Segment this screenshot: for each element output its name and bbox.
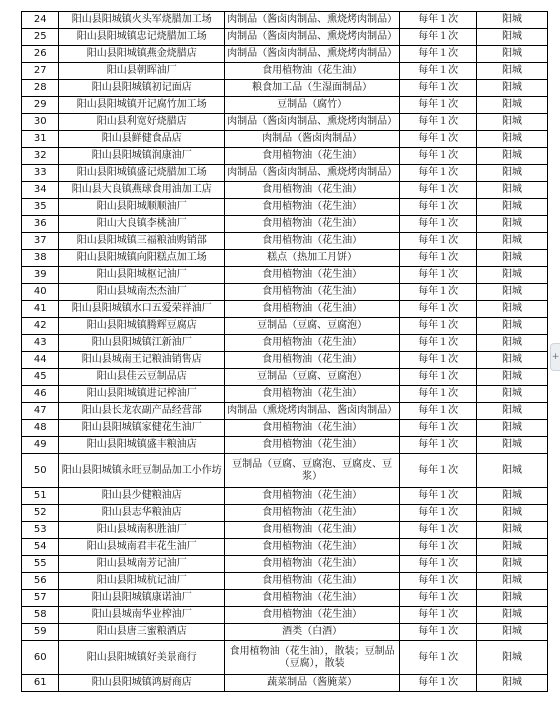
table-row: [22, 624, 548, 641]
enterprise-name-cell: 阳山县城南芳记油厂: [59, 556, 225, 573]
region-cell: 阳城: [477, 29, 548, 46]
enterprise-name-cell: 阳山县唐三蜜粮酒店: [59, 624, 225, 641]
region-cell: 阳城: [477, 199, 548, 216]
product-category-cell: 食用植物油（花生油）: [225, 216, 400, 233]
row-number-cell: 36: [22, 216, 59, 233]
region-cell: 阳城: [477, 505, 548, 522]
enterprise-name-cell: 阳山县大良镇燕球食用油加工店: [59, 182, 225, 199]
inspection-frequency-cell: 每年１次: [400, 369, 477, 386]
inspection-frequency-cell: 每年１次: [400, 335, 477, 352]
region-cell: 阳城: [477, 46, 548, 63]
region-cell: 阳城: [477, 590, 548, 607]
table-row: [22, 437, 548, 454]
product-category-cell: 食用植物油（花生油）: [225, 488, 400, 505]
table-row: [22, 63, 548, 80]
table-row: [22, 12, 548, 29]
enterprise-name-cell: 阳山县阳城镇润康油厂: [59, 148, 225, 165]
table-row: [22, 335, 548, 352]
region-cell: 阳城: [477, 454, 548, 488]
inspection-frequency-cell: 每年１次: [400, 675, 477, 692]
row-number-cell: 31: [22, 131, 59, 148]
table-row: [22, 216, 548, 233]
product-category-cell: 肉制品（熏烧烤肉制品、酱卤肉制品）: [225, 403, 400, 420]
enterprise-name-cell: 阳山县阳城镇三福粮油购销部: [59, 233, 225, 250]
inspection-frequency-cell: 每年１次: [400, 199, 477, 216]
inspection-frequency-cell: 每年１次: [400, 641, 477, 675]
table-row: [22, 454, 548, 488]
product-category-cell: 食用植物油（花生油）: [225, 556, 400, 573]
enterprise-name-cell: 阳山县阳城镇进记榨油厂: [59, 386, 225, 403]
inspection-frequency-cell: 每年１次: [400, 114, 477, 131]
table-row: [22, 233, 548, 250]
product-category-cell: 糕点（热加工月饼）: [225, 250, 400, 267]
table-row: [22, 46, 548, 63]
region-cell: 阳城: [477, 182, 548, 199]
enterprise-name-cell: 阳山县鲜健食品店: [59, 131, 225, 148]
enterprise-name-cell: 阳山县城南华业榨油厂: [59, 607, 225, 624]
region-cell: 阳城: [477, 335, 548, 352]
table-row: [22, 369, 548, 386]
row-number-cell: 28: [22, 80, 59, 97]
table-row: [22, 488, 548, 505]
region-cell: 阳城: [477, 148, 548, 165]
region-cell: 阳城: [477, 369, 548, 386]
enterprise-name-cell: 阳山县阳城镇火头军烧腊加工场: [59, 12, 225, 29]
product-category-cell: 豆制品（豆腐、豆腐泡）: [225, 369, 400, 386]
enterprise-name-cell: 阳山县城南积胜油厂: [59, 522, 225, 539]
enterprise-name-cell: 阳山县阳城镇忠记烧腊加工场: [59, 29, 225, 46]
enterprise-name-cell: 阳山县佳云豆制品店: [59, 369, 225, 386]
row-number-cell: 52: [22, 505, 59, 522]
row-number-cell: 49: [22, 437, 59, 454]
product-category-cell: 豆制品（腐竹）: [225, 97, 400, 114]
row-number-cell: 44: [22, 352, 59, 369]
table-row: [22, 267, 548, 284]
inspection-frequency-cell: 每年１次: [400, 573, 477, 590]
table-row: [22, 352, 548, 369]
table-row: [22, 80, 548, 97]
table-row: [22, 573, 548, 590]
table-row: [22, 199, 548, 216]
product-category-cell: 肉制品（酱卤肉制品）: [225, 131, 400, 148]
inspection-frequency-cell: 每年１次: [400, 250, 477, 267]
row-number-cell: 51: [22, 488, 59, 505]
enterprise-name-cell: 阳山县阳城镇向阳糕点加工场: [59, 250, 225, 267]
row-number-cell: 27: [22, 63, 59, 80]
row-number-cell: 59: [22, 624, 59, 641]
product-category-cell: 食用植物油（花生油）: [225, 63, 400, 80]
table-row: [22, 386, 548, 403]
row-number-cell: 24: [22, 12, 59, 29]
product-category-cell: 食用植物油（花生油）: [225, 573, 400, 590]
region-cell: 阳城: [477, 63, 548, 80]
region-cell: 阳城: [477, 522, 548, 539]
product-category-cell: 食用植物油（花生油）: [225, 182, 400, 199]
region-cell: 阳城: [477, 233, 548, 250]
table-row: [22, 114, 548, 131]
region-cell: 阳城: [477, 624, 548, 641]
row-number-cell: 25: [22, 29, 59, 46]
table-row: [22, 505, 548, 522]
region-cell: 阳城: [477, 165, 548, 182]
product-category-cell: 食用植物油（花生油）: [225, 267, 400, 284]
inspection-frequency-cell: 每年１次: [400, 29, 477, 46]
enterprise-name-cell: 阳山大良镇李桃油厂: [59, 216, 225, 233]
row-number-cell: 60: [22, 641, 59, 675]
enterprise-name-cell: 阳山县阳城镇康诺油厂: [59, 590, 225, 607]
product-category-cell: 肉制品（酱卤肉制品、熏烧烤肉制品）: [225, 46, 400, 63]
region-cell: 阳城: [477, 284, 548, 301]
enterprise-name-cell: 阳山县朝晖油厂: [59, 63, 225, 80]
row-number-cell: 50: [22, 454, 59, 488]
region-cell: 阳城: [477, 318, 548, 335]
enterprise-name-cell: 阳山县阳城镇家健花生油厂: [59, 420, 225, 437]
table-row: [22, 318, 548, 335]
product-category-cell: 蔬菜制品（酱腌菜）: [225, 675, 400, 692]
region-cell: 阳城: [477, 539, 548, 556]
inspection-frequency-cell: 每年１次: [400, 216, 477, 233]
region-cell: 阳城: [477, 267, 548, 284]
product-category-cell: 食用植物油（花生油）: [225, 352, 400, 369]
region-cell: 阳城: [477, 403, 548, 420]
row-number-cell: 39: [22, 267, 59, 284]
row-number-cell: 48: [22, 420, 59, 437]
inspection-frequency-cell: 每年１次: [400, 165, 477, 182]
row-number-cell: 34: [22, 182, 59, 199]
product-category-cell: 肉制品（酱卤肉制品、熏烧烤肉制品）: [225, 29, 400, 46]
enterprise-name-cell: 阳山县阳城镇永旺豆制品加工小作坊: [59, 454, 225, 488]
row-number-cell: 26: [22, 46, 59, 63]
region-cell: 阳城: [477, 641, 548, 675]
inspection-table: [21, 11, 548, 692]
enterprise-name-cell: 阳山县阳城顺顺油厂: [59, 199, 225, 216]
product-category-cell: 食用植物油（花生油）: [225, 335, 400, 352]
inspection-frequency-cell: 每年１次: [400, 386, 477, 403]
enterprise-name-cell: 阳山县阳城镇鸿厨商店: [59, 675, 225, 692]
product-category-cell: 食用植物油（花生油）: [225, 539, 400, 556]
table-row: [22, 675, 548, 692]
product-category-cell: 食用植物油（花生油）: [225, 607, 400, 624]
inspection-frequency-cell: 每年１次: [400, 454, 477, 488]
row-number-cell: 37: [22, 233, 59, 250]
inspection-frequency-cell: 每年１次: [400, 403, 477, 420]
inspection-frequency-cell: 每年１次: [400, 522, 477, 539]
enterprise-name-cell: 阳山县城南君丰花生油厂: [59, 539, 225, 556]
region-cell: 阳城: [477, 97, 548, 114]
inspection-frequency-cell: 每年１次: [400, 556, 477, 573]
row-number-cell: 32: [22, 148, 59, 165]
row-number-cell: 46: [22, 386, 59, 403]
inspection-frequency-cell: 每年１次: [400, 488, 477, 505]
inspection-frequency-cell: 每年１次: [400, 267, 477, 284]
side-expand-tab[interactable]: +: [550, 343, 560, 371]
enterprise-name-cell: 阳山县城南王记粮油销售店: [59, 352, 225, 369]
table-row: [22, 420, 548, 437]
table-body: [22, 12, 548, 692]
inspection-frequency-cell: 每年１次: [400, 97, 477, 114]
enterprise-name-cell: 阳山县阳城镇初记面店: [59, 80, 225, 97]
table-row: [22, 29, 548, 46]
row-number-cell: 40: [22, 284, 59, 301]
table-row: [22, 539, 548, 556]
region-cell: 阳城: [477, 386, 548, 403]
inspection-frequency-cell: 每年１次: [400, 437, 477, 454]
region-cell: 阳城: [477, 131, 548, 148]
row-number-cell: 58: [22, 607, 59, 624]
inspection-frequency-cell: 每年１次: [400, 624, 477, 641]
inspection-frequency-cell: 每年１次: [400, 590, 477, 607]
inspection-frequency-cell: 每年１次: [400, 539, 477, 556]
product-category-cell: 食用植物油（花生油），散装；豆制品（豆腐），散装: [225, 641, 400, 675]
enterprise-name-cell: 阳山县阳城杭记油厂: [59, 573, 225, 590]
enterprise-name-cell: 阳山县阳城镇盛丰粮油店: [59, 437, 225, 454]
row-number-cell: 54: [22, 539, 59, 556]
inspection-frequency-cell: 每年１次: [400, 352, 477, 369]
table-row: [22, 301, 548, 318]
region-cell: 阳城: [477, 675, 548, 692]
table-row: [22, 165, 548, 182]
inspection-frequency-cell: 每年１次: [400, 131, 477, 148]
product-category-cell: 酒类（白酒）: [225, 624, 400, 641]
product-category-cell: 肉制品（酱卤肉制品、熏烧烤肉制品）: [225, 165, 400, 182]
inspection-frequency-cell: 每年１次: [400, 318, 477, 335]
inspection-frequency-cell: 每年１次: [400, 284, 477, 301]
row-number-cell: 29: [22, 97, 59, 114]
inspection-frequency-cell: 每年１次: [400, 301, 477, 318]
row-number-cell: 43: [22, 335, 59, 352]
row-number-cell: 55: [22, 556, 59, 573]
inspection-frequency-cell: 每年１次: [400, 12, 477, 29]
product-category-cell: 食用植物油（花生油）: [225, 437, 400, 454]
product-category-cell: 食用植物油（花生油）: [225, 233, 400, 250]
enterprise-name-cell: 阳山县阳城镇燕金烧腊店: [59, 46, 225, 63]
row-number-cell: 38: [22, 250, 59, 267]
inspection-frequency-cell: 每年１次: [400, 80, 477, 97]
region-cell: 阳城: [477, 80, 548, 97]
enterprise-name-cell: 阳山县阳城镇开记腐竹加工场: [59, 97, 225, 114]
enterprise-name-cell: 阳山县阳城枢记油厂: [59, 267, 225, 284]
region-cell: 阳城: [477, 114, 548, 131]
table-row: [22, 182, 548, 199]
product-category-cell: 食用植物油（花生油）: [225, 590, 400, 607]
product-category-cell: 食用植物油（花生油）: [225, 420, 400, 437]
inspection-frequency-cell: 每年１次: [400, 420, 477, 437]
enterprise-name-cell: 阳山县阳城镇盛记烧腊加工场: [59, 165, 225, 182]
product-category-cell: 食用植物油（花生油）: [225, 522, 400, 539]
product-category-cell: 食用植物油（花生油）: [225, 148, 400, 165]
region-cell: 阳城: [477, 607, 548, 624]
product-category-cell: 食用植物油（花生油）: [225, 505, 400, 522]
inspection-frequency-cell: 每年１次: [400, 148, 477, 165]
inspection-frequency-cell: 每年１次: [400, 233, 477, 250]
table-row: [22, 284, 548, 301]
product-category-cell: 肉制品（酱卤肉制品、熏烧烤肉制品）: [225, 12, 400, 29]
region-cell: 阳城: [477, 352, 548, 369]
inspection-frequency-cell: 每年１次: [400, 505, 477, 522]
row-number-cell: 42: [22, 318, 59, 335]
inspection-frequency-cell: 每年１次: [400, 182, 477, 199]
row-number-cell: 33: [22, 165, 59, 182]
table-row: [22, 590, 548, 607]
enterprise-name-cell: 阳山县阳城镇江新油厂: [59, 335, 225, 352]
enterprise-name-cell: 阳山县志华粮油店: [59, 505, 225, 522]
region-cell: 阳城: [477, 488, 548, 505]
product-category-cell: 食用植物油（花生油）: [225, 284, 400, 301]
table-row: [22, 131, 548, 148]
product-category-cell: 豆制品（豆腐、豆腐泡、豆腐皮、豆浆）: [225, 454, 400, 488]
table-row: [22, 522, 548, 539]
enterprise-name-cell: 阳山县阳城镇腾辉豆腐店: [59, 318, 225, 335]
region-cell: 阳城: [477, 420, 548, 437]
product-category-cell: 食用植物油（花生油）: [225, 301, 400, 318]
enterprise-name-cell: 阳山县利宽好烧腊店: [59, 114, 225, 131]
product-category-cell: 食用植物油（花生油）: [225, 199, 400, 216]
table-row: [22, 556, 548, 573]
region-cell: 阳城: [477, 250, 548, 267]
row-number-cell: 47: [22, 403, 59, 420]
inspection-frequency-cell: 每年１次: [400, 607, 477, 624]
row-number-cell: 56: [22, 573, 59, 590]
product-category-cell: 肉制品（酱卤肉制品、熏烧烤肉制品）: [225, 114, 400, 131]
region-cell: 阳城: [477, 12, 548, 29]
row-number-cell: 61: [22, 675, 59, 692]
row-number-cell: 45: [22, 369, 59, 386]
row-number-cell: 57: [22, 590, 59, 607]
row-number-cell: 30: [22, 114, 59, 131]
inspection-frequency-cell: 每年１次: [400, 46, 477, 63]
region-cell: 阳城: [477, 437, 548, 454]
enterprise-name-cell: 阳山县城南杰杰油厂: [59, 284, 225, 301]
product-category-cell: 粮食加工品（生湿面制品）: [225, 80, 400, 97]
product-category-cell: 食用植物油（花生油）: [225, 386, 400, 403]
inspection-frequency-cell: 每年１次: [400, 63, 477, 80]
enterprise-name-cell: 阳山县阳城镇好美景商行: [59, 641, 225, 675]
table-row: [22, 641, 548, 675]
table-row: [22, 97, 548, 114]
region-cell: 阳城: [477, 573, 548, 590]
table-row: [22, 403, 548, 420]
region-cell: 阳城: [477, 216, 548, 233]
enterprise-name-cell: 阳山县阳城镇水口五爱荣祥油厂: [59, 301, 225, 318]
row-number-cell: 53: [22, 522, 59, 539]
enterprise-name-cell: 阳山县少健粮油店: [59, 488, 225, 505]
table-row: [22, 148, 548, 165]
row-number-cell: 35: [22, 199, 59, 216]
region-cell: 阳城: [477, 556, 548, 573]
region-cell: 阳城: [477, 301, 548, 318]
enterprise-name-cell: 阳山县长龙农副产品经营部: [59, 403, 225, 420]
product-category-cell: 豆制品（豆腐、豆腐泡）: [225, 318, 400, 335]
table-row: [22, 607, 548, 624]
row-number-cell: 41: [22, 301, 59, 318]
table-row: [22, 250, 548, 267]
